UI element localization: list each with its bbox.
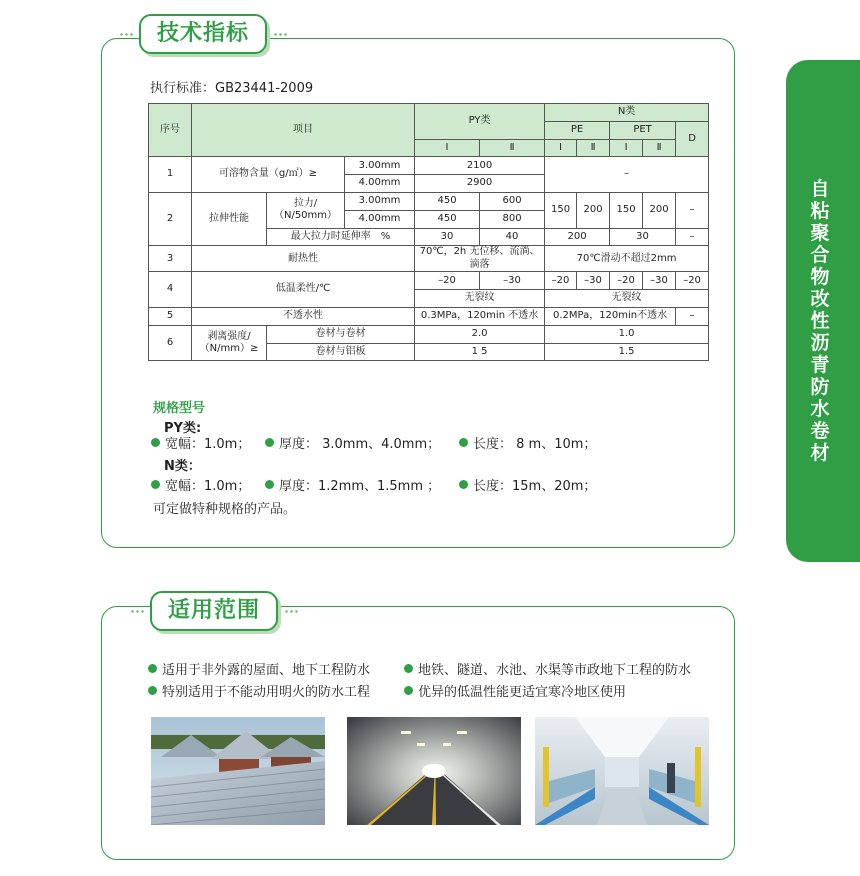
spec-table	[148, 103, 709, 361]
section-title-tech: 技术指标	[139, 14, 267, 54]
bullet-icon	[151, 480, 160, 489]
header-seq: 序号	[149, 104, 192, 157]
bullet-icon	[459, 438, 468, 447]
product-title-vertical: 自粘聚合物改性沥青防水卷材	[810, 178, 830, 464]
table-row: 卷材与铝板 1 5 1.5	[149, 343, 709, 361]
header-pet-ii: Ⅱ	[643, 139, 676, 157]
header-n: N类	[545, 104, 709, 122]
decor-dots	[130, 610, 144, 613]
section-title-application: 适用范围	[150, 591, 278, 631]
bullet-icon	[459, 480, 468, 489]
header-py: PY类	[415, 104, 545, 140]
spec-title: 规格型号	[153, 401, 206, 416]
py-width: 宽幅：1.0m；	[151, 433, 250, 452]
bullet-icon	[151, 438, 160, 447]
py-thickness: 厚度： 3.0mm、4.0mm；	[265, 433, 440, 452]
header-pet-i: I	[610, 139, 643, 157]
header-d: D	[676, 121, 709, 157]
decor-dots	[273, 33, 287, 36]
py-label: PY类:	[164, 421, 202, 436]
application-item: 适用于非外露的屋面、地下工程防水	[148, 659, 370, 678]
table-row: 1 可溶物含量（g/㎡）≥ 3.00mm 2100 –	[149, 157, 709, 175]
table-row: 4.00mm 2900	[149, 175, 709, 193]
bullet-icon	[265, 438, 274, 447]
py-length: 长度： 8 m、10m；	[459, 433, 596, 452]
tunnel-illustration	[347, 717, 521, 825]
application-item: 优异的低温性能更适宜寒冷地区使用	[404, 681, 626, 700]
bullet-icon	[148, 686, 157, 695]
table-row: 3 耐热性 70℃，2h 无位移、流淌、滴落 70℃滑动不超过2mm	[149, 246, 709, 272]
header-pe-ii: Ⅱ	[577, 139, 610, 157]
table-row: 5 不透水性 0.3MPa，120min 不透水 0.2MPa，120min不透水 –	[149, 307, 709, 325]
header-pe: PE	[545, 121, 610, 139]
header-py-ii: Ⅱ	[480, 139, 545, 157]
table-header-row	[149, 104, 709, 122]
header-pe-i: I	[545, 139, 577, 157]
n-length: 长度：15m、20m；	[459, 475, 596, 494]
subway-photo	[535, 717, 709, 825]
bullet-icon	[404, 686, 413, 695]
custom-note: 可定做特种规格的产品。	[153, 502, 297, 517]
bullet-icon	[148, 664, 157, 673]
header-pet: PET	[610, 121, 676, 139]
table-row: 最大拉力时延伸率 % 30 40 200 30 –	[149, 228, 709, 246]
standard-text: 执行标准：GB23441-2009	[150, 81, 314, 96]
roof-illustration	[151, 717, 325, 825]
table-row: 4.00mm 450 800	[149, 210, 709, 228]
header-item: 项目	[192, 104, 415, 157]
table-row: 无裂纹 无裂纹	[149, 290, 709, 308]
table-row: 2 拉伸性能 拉力/（N/50mm） 3.00mm 450 600 150 200 150 200 –	[149, 192, 709, 210]
n-width: 宽幅：1.0m；	[151, 475, 250, 494]
roof-photo	[151, 717, 325, 825]
bullet-icon	[265, 480, 274, 489]
application-item: 地铁、隧道、水池、水渠等市政地下工程的防水	[404, 659, 691, 678]
n-thickness: 厚度：1.2mm、1.5mm ；	[265, 475, 440, 494]
application-item: 特别适用于不能动用明火的防水工程	[148, 681, 370, 700]
decor-dots	[119, 33, 133, 36]
decor-dots	[284, 610, 298, 613]
table-row: 4 低温柔性/℃ –20 –30 –20 –30 –20 –30 –20	[149, 272, 709, 290]
header-py-i: I	[415, 139, 480, 157]
n-label: N类：	[164, 459, 201, 474]
table-row: 6 剥离强度/（N/mm）≥ 卷材与卷材 2.0 1.0	[149, 325, 709, 343]
bullet-icon	[404, 664, 413, 673]
tunnel-photo	[347, 717, 521, 825]
subway-illustration	[535, 717, 709, 825]
